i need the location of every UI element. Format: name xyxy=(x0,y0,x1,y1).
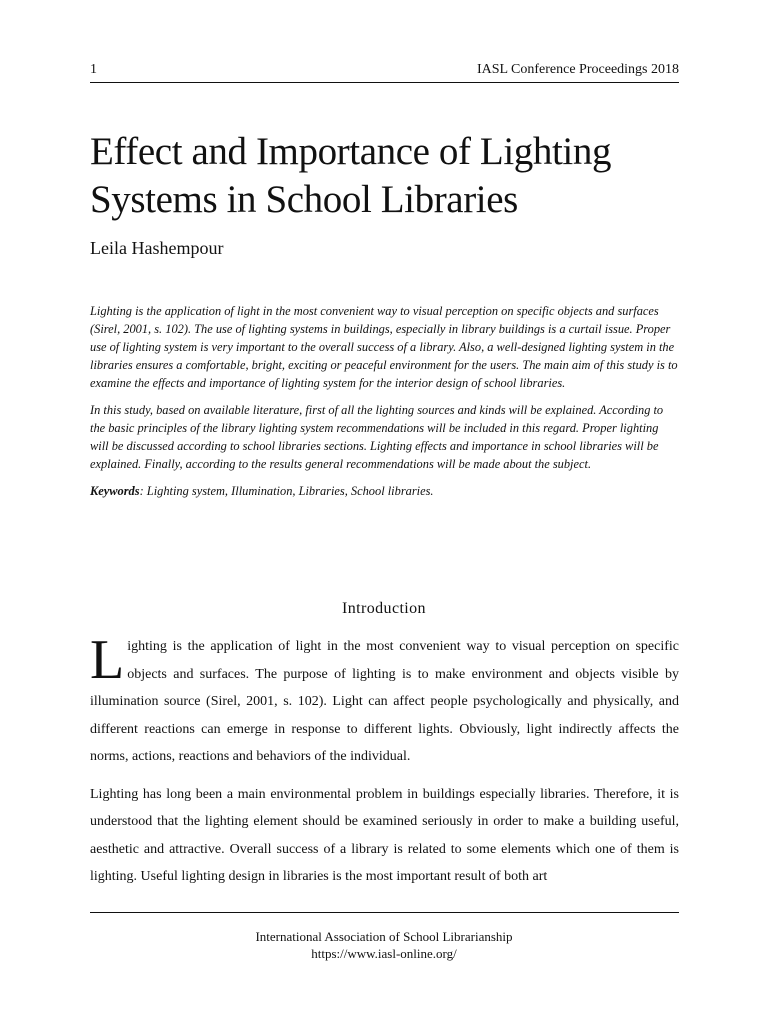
footer-url[interactable]: https://www.iasl-online.org/ xyxy=(311,946,457,961)
body-paragraph xyxy=(90,629,679,771)
drop-cap: L xyxy=(90,629,125,691)
author-name: Leila Hashempour xyxy=(90,238,224,258)
abstract-paragraph: Lighting is the application of light in the most convenient way to visual perception on specific objects and surfaces (Sirel, 2001, s. 102). The use of lighting systems in buildings, especially in library buildings is a curtail issue. Proper use of lighting system is very important to the overall success of a library. Also, a well-designed lighting system in the libraries ensures a comfortable, bright, exciting or peaceful environment for the users. The main aim of this study is to examine the effects and importance of lighting system for the interior design of school libraries. xyxy=(90,304,678,390)
conference-name: IASL Conference Proceedings 2018 xyxy=(476,62,679,77)
keywords-list: : Lighting system, Illumination, Libraries, School libraries. xyxy=(139,484,434,498)
paper-title: Effect and Importance of Lighting Systems in School Libraries xyxy=(90,130,612,221)
footer-organization: International Association of School Librarianship xyxy=(255,929,513,944)
page-number: 1 xyxy=(90,62,97,77)
keywords xyxy=(90,482,679,500)
abstract-paragraph: In this study, based on available literature, first of all the lighting sources and kinds will be explained. According to the basic principles of the library lighting system recommendations will be included in this regard. Proper lighting will be discussed according to school libraries sections. Lighting effects and importance in school libraries will be explained. Finally, according to the results general recommendations will be made about the subject. xyxy=(90,403,664,471)
abstract xyxy=(90,302,679,509)
keywords-label: Keywords xyxy=(90,484,140,498)
introduction-body xyxy=(90,629,679,901)
running-header xyxy=(90,58,679,83)
footer-divider xyxy=(90,912,679,913)
body-paragraph: Lighting has long been a main environmental problem in buildings especially libraries. Therefore, it is understood that the lighting element should be examined seriously in order to make a building useful, aesthetic and attractive. Overall success of a library is related to some elements which one of them is lighting. Useful lighting design in libraries is the most important result of both art xyxy=(90,786,679,884)
page-footer xyxy=(0,928,768,962)
paragraph-text: ighting is the application of light in the most convenient way to visual perception on specific objects and surfaces. The purpose of lighting is to make environment and objects visible by illumination source (Sirel, 2001, s. 102). Light can affect people psychologically and physically, and different reactions can emerge in response to different lights. Obviously, light indirectly affects the norms, actions, reactions and behaviors of the individual. xyxy=(90,639,679,764)
section-heading-introduction: Introduction xyxy=(342,600,426,617)
